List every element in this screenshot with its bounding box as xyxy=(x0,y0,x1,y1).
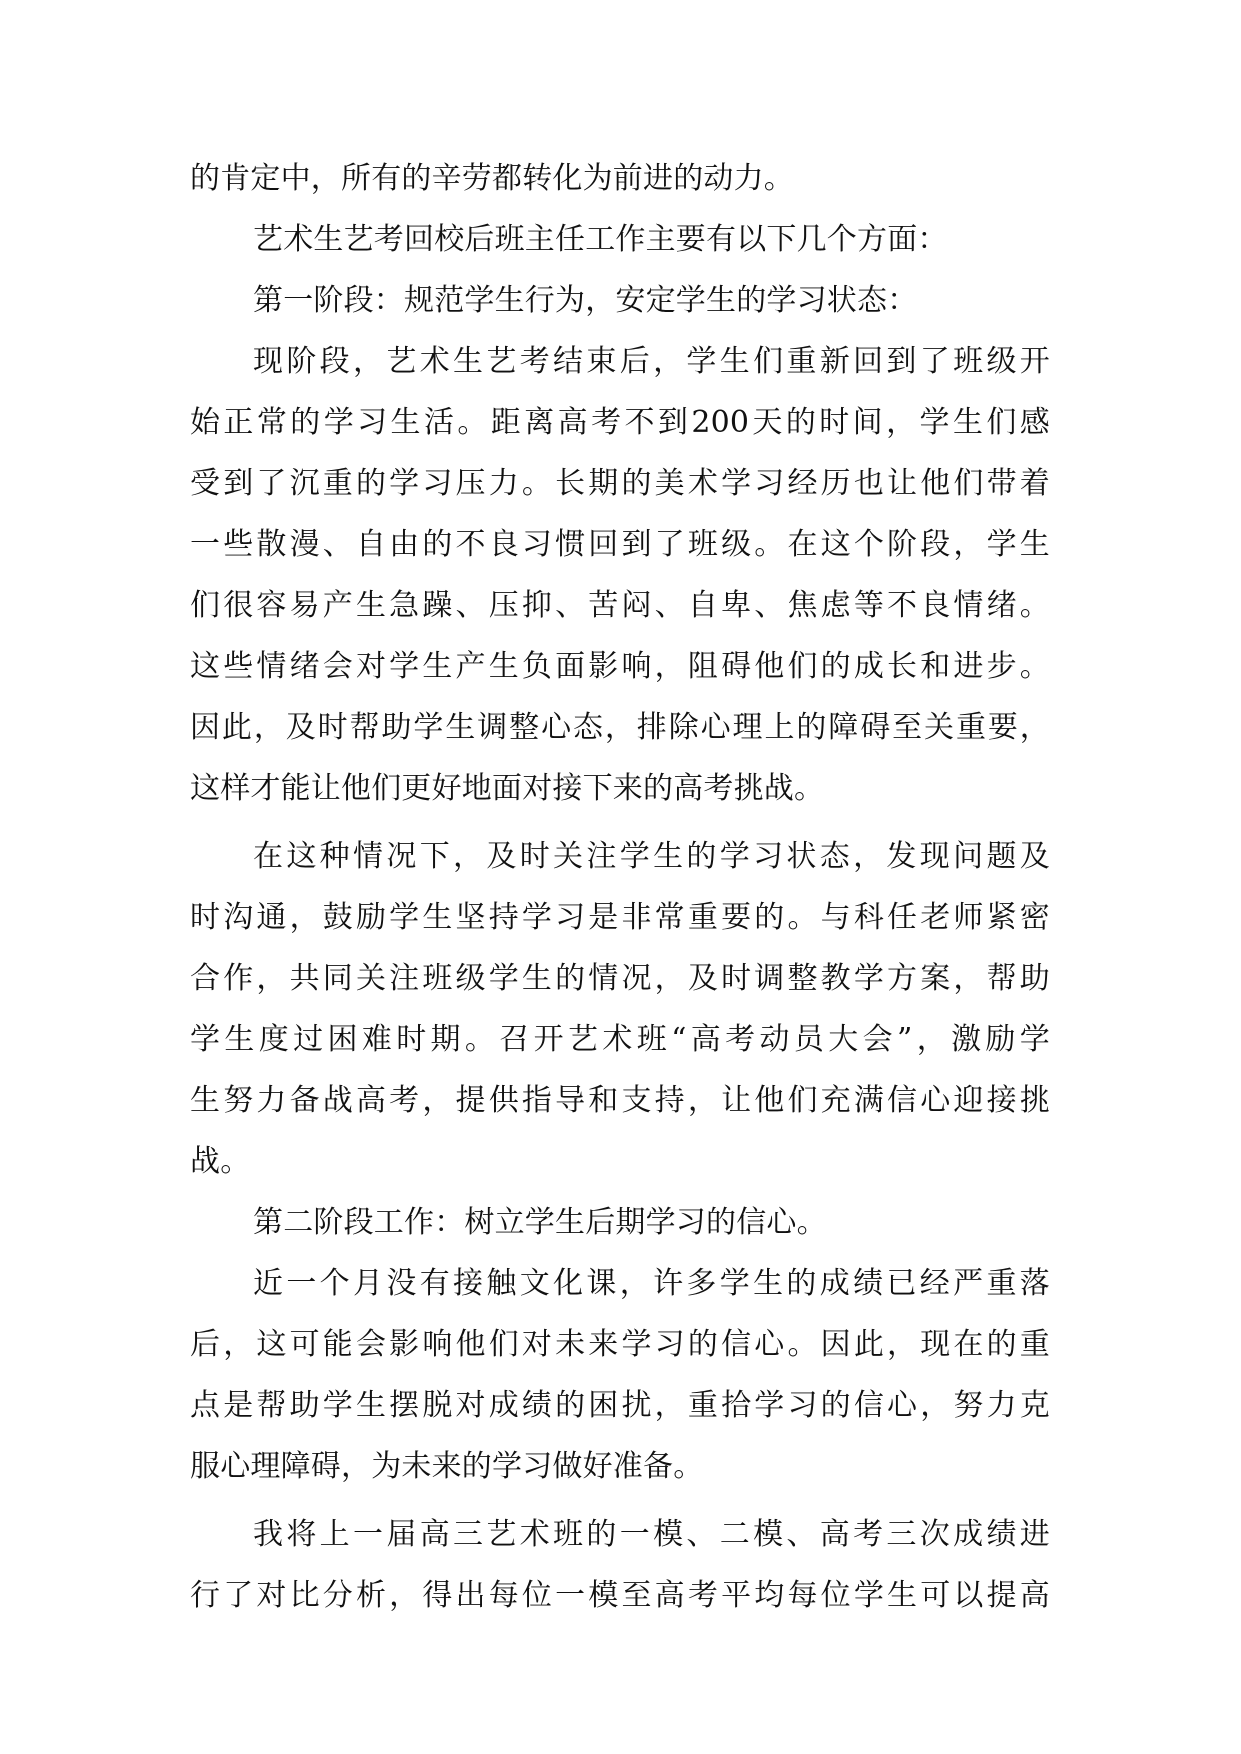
text-line: 时沟通，鼓励学生坚持学习是非常重要的。与科任老师紧密 xyxy=(190,900,1050,935)
text-line: 在这种情况下，及时关注学生的学习状态，发现问题及 xyxy=(253,839,1050,874)
text-line: 生努力备战高考，提供指导和支持，让他们充满信心迎接挑 xyxy=(190,1083,1050,1118)
text-line: 合作，共同关注班级学生的情况，及时调整教学方案，帮助 xyxy=(190,961,1050,996)
document-body xyxy=(190,148,1050,1626)
text-line: 这些情绪会对学生产生负面影响，阻碍他们的成长和进步。 xyxy=(190,649,1050,684)
text-line: 现阶段，艺术生艺考结束后，学生们重新回到了班级开 xyxy=(253,344,1050,379)
text-line: 我将上一届高三艺术班的一模、二模、高考三次成绩进 xyxy=(253,1517,1050,1552)
text-line: 战。 xyxy=(190,1144,251,1179)
text-line: 艺术生艺考回校后班主任工作主要有以下几个方面： xyxy=(253,222,948,257)
text-line: 这样才能让他们更好地面对接下来的高考挑战。 xyxy=(190,771,825,806)
text-line: 服心理障碍，为未来的学习做好准备。 xyxy=(190,1449,704,1484)
text-line: 因此，及时帮助学生调整心态，排除心理上的障碍至关重要， xyxy=(190,710,1050,745)
text-line: 后，这可能会影响他们对未来学习的信心。因此，现在的重 xyxy=(190,1327,1050,1362)
text-line: 始正常的学习生活。距离高考不到200天的时间，学生们感 xyxy=(190,405,1050,440)
section-heading: 第一阶段：规范学生行为，安定学生的学习状态： xyxy=(253,283,918,318)
text-line: 一些散漫、自由的不良习惯回到了班级。在这个阶段，学生 xyxy=(190,527,1050,562)
text-line: 近一个月没有接触文化课，许多学生的成绩已经严重落 xyxy=(253,1266,1050,1301)
text-line: 学生度过困难时期。召开艺术班“高考动员大会”，激励学 xyxy=(190,1022,1050,1057)
section-heading: 第二阶段工作：树立学生后期学习的信心。 xyxy=(253,1205,827,1240)
text-line: 们很容易产生急躁、压抑、苦闷、自卑、焦虑等不良情绪。 xyxy=(190,588,1050,623)
text-line: 行了对比分析，得出每位一模至高考平均每位学生可以提高 xyxy=(190,1578,1050,1613)
text-line: 点是帮助学生摆脱对成绩的困扰，重拾学习的信心，努力克 xyxy=(190,1388,1050,1423)
text-line: 受到了沉重的学习压力。长期的美术学习经历也让他们带着 xyxy=(190,466,1050,501)
text-line: 的肯定中，所有的辛劳都转化为前进的动力。 xyxy=(190,161,794,196)
